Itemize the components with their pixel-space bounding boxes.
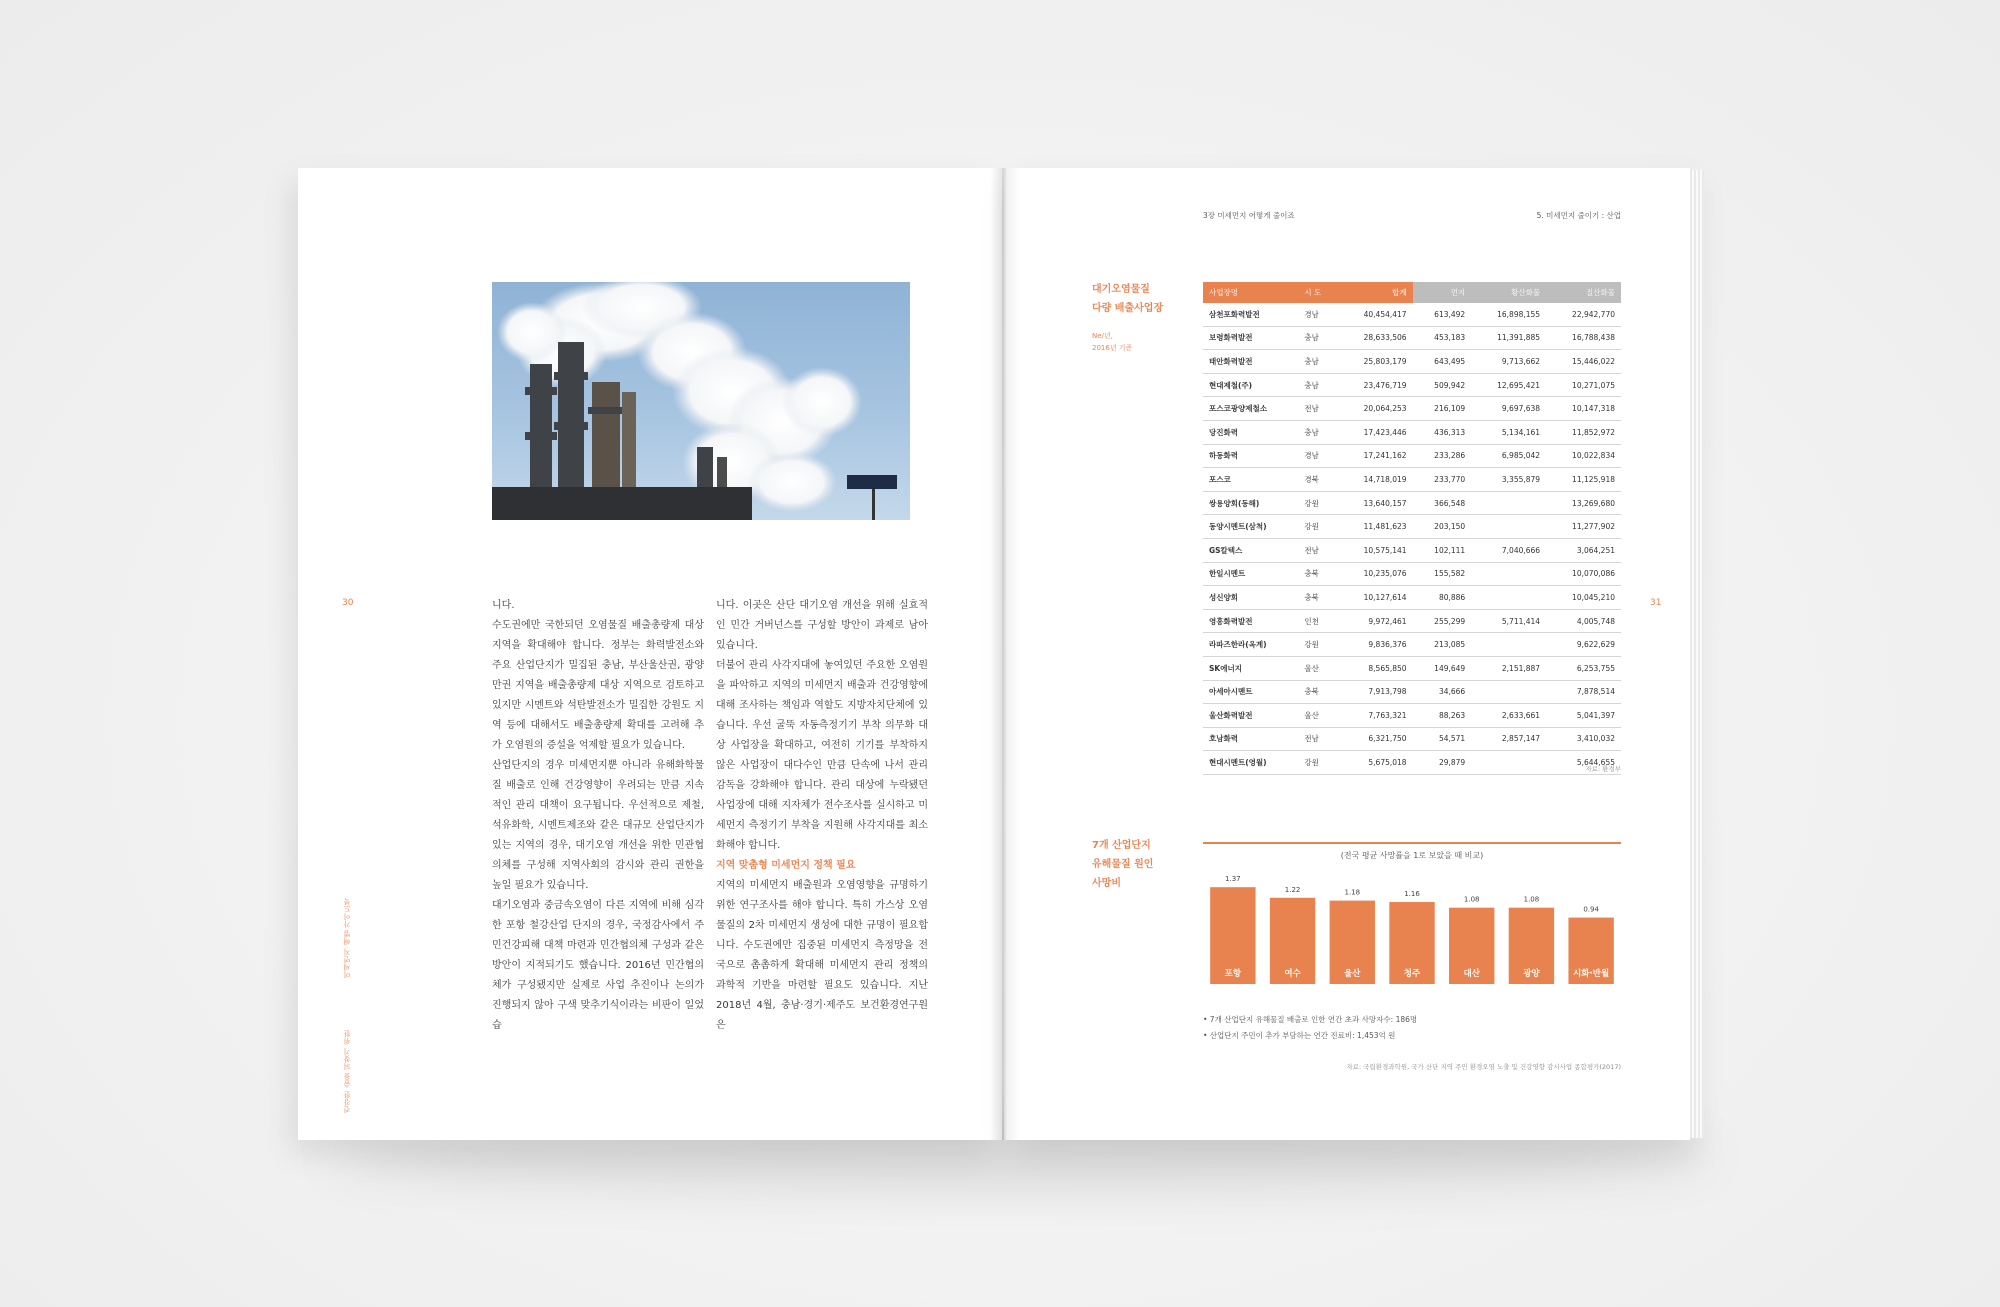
chart-label-line: 유해물질 원인 xyxy=(1092,859,1154,870)
table-cell: 11,125,918 xyxy=(1546,468,1621,492)
table-row xyxy=(1203,609,1621,633)
table-cell: 충남 xyxy=(1298,373,1337,397)
table-row xyxy=(1203,586,1621,610)
table-cell: 13,269,680 xyxy=(1546,491,1621,515)
table-label-line: 대기오염물질 xyxy=(1092,284,1150,295)
table-cell: 11,391,885 xyxy=(1471,326,1546,350)
table-cell: 203,150 xyxy=(1413,515,1472,539)
table-row xyxy=(1203,420,1621,444)
table-cell: 울산화력발전 xyxy=(1203,704,1298,728)
bar-value-label: 1.08 xyxy=(1523,895,1540,904)
bar-value-label: 1.16 xyxy=(1404,890,1420,899)
book-gutter xyxy=(990,168,1020,1140)
table-unit-line: Ne/년, xyxy=(1092,332,1113,340)
table-label-line: 다량 배출사업장 xyxy=(1092,303,1164,314)
table-cell: 509,942 xyxy=(1413,373,1472,397)
table-cell: 28,633,506 xyxy=(1338,326,1413,350)
table-cell: 10,147,318 xyxy=(1546,397,1621,421)
table-cell: 포스코 xyxy=(1203,468,1298,492)
table-row xyxy=(1203,751,1621,775)
table-row xyxy=(1203,373,1621,397)
section-subheading: 지역 맞춤형 미세먼지 정책 필요 xyxy=(716,860,856,871)
table-cell: 12,695,421 xyxy=(1471,373,1546,397)
chart-source: 자료: 국립환경과학원, 국가 산단 지역 주민 환경오염 노출 및 건강영향 감시사업 종합평가(2017) xyxy=(1346,1063,1621,1071)
table-cell: 9,622,629 xyxy=(1546,633,1621,657)
table-cell: 2,857,147 xyxy=(1471,727,1546,751)
table-cell: 포스코광양제철소 xyxy=(1203,397,1298,421)
bar-category-label: 포항 xyxy=(1224,969,1242,979)
table-row xyxy=(1203,444,1621,468)
table-cell: 22,942,770 xyxy=(1546,303,1621,326)
table-cell: 전남 xyxy=(1298,397,1337,421)
table-cell: 3,064,251 xyxy=(1546,538,1621,562)
page-edges xyxy=(1690,170,1704,1138)
table-cell: 7,913,798 xyxy=(1338,680,1413,704)
table-cell: 인천 xyxy=(1298,609,1337,633)
table-cell: 아세아시멘트 xyxy=(1203,680,1298,704)
body-column-2 xyxy=(716,596,928,1036)
table-row xyxy=(1203,303,1621,326)
table-cell: 8,565,850 xyxy=(1338,656,1413,680)
table-cell: 강원 xyxy=(1298,633,1337,657)
table-row xyxy=(1203,326,1621,350)
table-cell xyxy=(1471,751,1546,775)
table-row xyxy=(1203,656,1621,680)
chart-title: (전국 평균 사망률을 1로 보았을 때 비교) xyxy=(1340,851,1484,860)
table-cell xyxy=(1471,586,1546,610)
table-cell: GS칼텍스 xyxy=(1203,538,1298,562)
table-cell: 10,575,141 xyxy=(1338,538,1413,562)
table-cell: 충북 xyxy=(1298,680,1337,704)
table-cell: 당진화력 xyxy=(1203,420,1298,444)
paragraph: 니다. xyxy=(492,600,515,611)
table-cell: 울산 xyxy=(1298,656,1337,680)
table-cell: 17,241,162 xyxy=(1338,444,1413,468)
table-cell: 453,183 xyxy=(1413,326,1472,350)
table-cell xyxy=(1471,562,1546,586)
table-cell: 7,040,666 xyxy=(1471,538,1546,562)
col-header: 황산화물 xyxy=(1471,282,1546,303)
table-cell: 40,454,417 xyxy=(1338,303,1413,326)
table-row xyxy=(1203,633,1621,657)
table-cell: 613,492 xyxy=(1413,303,1472,326)
table-cell: 20,064,253 xyxy=(1338,397,1413,421)
table-cell: 10,070,086 xyxy=(1546,562,1621,586)
table-cell: 경남 xyxy=(1298,303,1337,326)
side-label-breath: 건강한 숨을 되찾기 위한 xyxy=(343,1029,351,1113)
table-cell: 5,041,397 xyxy=(1546,704,1621,728)
table-cell: 충남 xyxy=(1298,350,1337,374)
table-cell: 10,127,614 xyxy=(1338,586,1413,610)
chart-label-line: 사망비 xyxy=(1092,878,1121,889)
table-cell: 5,644,655 xyxy=(1546,751,1621,775)
table-cell xyxy=(1471,515,1546,539)
table-cell: 충북 xyxy=(1298,586,1337,610)
col-header: 사업장명 xyxy=(1203,282,1298,303)
table-cell: 155,582 xyxy=(1413,562,1472,586)
body-column-1 xyxy=(492,596,704,1036)
bar-value-label: 1.18 xyxy=(1344,888,1361,897)
table-cell: 11,852,972 xyxy=(1546,420,1621,444)
table-cell: 강원 xyxy=(1298,515,1337,539)
table-row xyxy=(1203,727,1621,751)
table-cell: 5,711,414 xyxy=(1471,609,1546,633)
side-label-guidebook: 미세먼지 해법 가이드북 xyxy=(343,897,351,978)
bar-category-label: 울산 xyxy=(1344,969,1361,979)
table-cell xyxy=(1471,491,1546,515)
table-cell: 전남 xyxy=(1298,538,1337,562)
bar-value-label: 1.37 xyxy=(1225,875,1241,884)
chart-top-rule xyxy=(1203,842,1621,844)
table-header-row xyxy=(1203,282,1621,303)
paragraph: 더불어 관리 사각지대에 놓여있던 주요한 오염원을 파악하고 지역의 미세먼지 배출과 건강영향에 대해 조사하는 책임과 역할도 지방자치단체에 있습니다. 우선 굴뚝 자동측정기기 부착 의무화 대상 사업장을 확대하고, 여전히 기기를 부착하지 않은 사업장이 대다수인 만큼 단속에 나서 관리감독을 강화해야 합니다. 관리 대상에 누락됐던 사업장에 대해 지자체가 전수조사를 실시하고 미세먼지 측정기기 부착을 지원해 사각지대를 최소화해야 합니다. xyxy=(716,660,928,851)
table-cell: 삼천포화력발전 xyxy=(1203,303,1298,326)
table-label xyxy=(1092,280,1163,318)
table-cell: 2,151,887 xyxy=(1471,656,1546,680)
table-cell: 233,286 xyxy=(1413,444,1472,468)
table-cell: 6,985,042 xyxy=(1471,444,1546,468)
table-cell: 영흥화력발전 xyxy=(1203,609,1298,633)
table-cell: 34,666 xyxy=(1413,680,1472,704)
bar-category-label: 시화·반월 xyxy=(1573,969,1610,979)
table-cell: 경남 xyxy=(1298,444,1337,468)
bar-value-label: 0.94 xyxy=(1583,905,1599,914)
table-cell: 라파즈한라(옥계) xyxy=(1203,633,1298,657)
table-cell: 17,423,446 xyxy=(1338,420,1413,444)
col-header: 먼지 xyxy=(1413,282,1472,303)
table-cell: 9,697,638 xyxy=(1471,397,1546,421)
table-row xyxy=(1203,350,1621,374)
table-cell: 14,718,019 xyxy=(1338,468,1413,492)
table-cell: 보령화력발전 xyxy=(1203,326,1298,350)
table-cell: 충북 xyxy=(1298,562,1337,586)
table-cell: 태안화력발전 xyxy=(1203,350,1298,374)
page-number-left: 30 xyxy=(342,598,354,608)
table-cell: 3,410,032 xyxy=(1546,727,1621,751)
chart-note: • 산업단지 주민이 추가 부담하는 연간 진료비: 1,453억 원 xyxy=(1203,1031,1396,1040)
table-cell: 29,879 xyxy=(1413,751,1472,775)
table-cell: 4,005,748 xyxy=(1546,609,1621,633)
table-unit xyxy=(1092,330,1132,354)
table-cell: 255,299 xyxy=(1413,609,1472,633)
table-source: 자료: 환경부 xyxy=(1585,765,1621,773)
table-cell: 전남 xyxy=(1298,727,1337,751)
table-cell: 213,085 xyxy=(1413,633,1472,657)
running-head-section: 5. 미세먼지 줄이기 : 산업 xyxy=(1536,211,1621,220)
table-cell: SK에너지 xyxy=(1203,656,1298,680)
table-cell: 7,763,321 xyxy=(1338,704,1413,728)
smokestack-illustration xyxy=(492,282,910,520)
chart-note: • 7개 산업단지 유해물질 배출로 인한 연간 초과 사망자수: 186명 xyxy=(1203,1015,1418,1024)
table-cell xyxy=(1471,680,1546,704)
table-cell: 233,770 xyxy=(1413,468,1472,492)
table-row xyxy=(1203,397,1621,421)
paragraph: 수도권에만 국한되던 오염물질 배출총량제 대상 지역을 확대해야 합니다. 정부는 화력발전소와 주요 산업단지가 밀집된 충남, 부산울산권, 광양만권 지역을 배출총량제 대상 지역으로 검토하고 있지만 시멘트와 석탄발전소가 밀집한 강원도 지역 등에 대해서도 배출총량제 확대를 고려해 추가 오염원의 증설을 억제할 필요가 있습니다. xyxy=(492,620,704,751)
table-cell: 한일시멘트 xyxy=(1203,562,1298,586)
table-cell: 6,321,750 xyxy=(1338,727,1413,751)
table-cell: 동양시멘트(삼척) xyxy=(1203,515,1298,539)
table-row xyxy=(1203,515,1621,539)
table-cell: 16,788,438 xyxy=(1546,326,1621,350)
table-cell: 호남화력 xyxy=(1203,727,1298,751)
table-cell: 88,263 xyxy=(1413,704,1472,728)
paragraph: 대기오염과 중금속오염이 다른 지역에 비해 심각한 포항 철강산업 단지의 경우, 국정감사에서 주민건강피해 대책 마련과 민간협의체 구성과 같은 방안이 지적되기도 했습니다. 2016년 민간협의체가 구성됐지만 실제로 사업 추진이나 논의가 진행되지 않아 구색 맞추기식이라는 비판이 일었습 xyxy=(492,900,704,1031)
table-cell: 5,134,161 xyxy=(1471,420,1546,444)
table-row xyxy=(1203,680,1621,704)
table-unit-line: 2016년 기준 xyxy=(1092,344,1133,352)
table-row xyxy=(1203,538,1621,562)
smokestack-photo xyxy=(492,282,910,520)
chart-label-line: 7개 산업단지 xyxy=(1092,840,1151,851)
table-cell: 5,675,018 xyxy=(1338,751,1413,775)
table-cell: 13,640,157 xyxy=(1338,491,1413,515)
left-page xyxy=(298,168,1002,1140)
table-row xyxy=(1203,562,1621,586)
table-cell: 10,271,075 xyxy=(1546,373,1621,397)
emissions-table xyxy=(1203,282,1621,775)
table-cell: 436,313 xyxy=(1413,420,1472,444)
table-cell: 216,109 xyxy=(1413,397,1472,421)
table-cell: 강원 xyxy=(1298,751,1337,775)
table-cell: 11,277,902 xyxy=(1546,515,1621,539)
table-cell: 현대시멘트(영월) xyxy=(1203,751,1298,775)
table-cell: 충남 xyxy=(1298,420,1337,444)
table-cell: 경북 xyxy=(1298,468,1337,492)
table-cell: 7,878,514 xyxy=(1546,680,1621,704)
right-page xyxy=(1004,168,1690,1140)
table-cell: 11,481,623 xyxy=(1338,515,1413,539)
col-header: 시 도 xyxy=(1298,282,1337,303)
table-cell: 10,045,210 xyxy=(1546,586,1621,610)
table-cell: 643,495 xyxy=(1413,350,1472,374)
paragraph: 니다. 이곳은 산단 대기오염 개선을 위해 실효적인 민간 거버넌스를 구성할 방안이 과제로 남아있습니다. xyxy=(716,600,928,651)
table-row xyxy=(1203,468,1621,492)
table-cell: 강원 xyxy=(1298,491,1337,515)
table-cell: 149,649 xyxy=(1413,656,1472,680)
table-cell: 366,548 xyxy=(1413,491,1472,515)
table-cell: 충남 xyxy=(1298,326,1337,350)
table-cell: 54,571 xyxy=(1413,727,1472,751)
table-row xyxy=(1203,491,1621,515)
table-cell: 15,446,022 xyxy=(1546,350,1621,374)
table-cell: 성신양회 xyxy=(1203,586,1298,610)
table-cell: 10,022,834 xyxy=(1546,444,1621,468)
table-cell: 16,898,155 xyxy=(1471,303,1546,326)
paragraph: 지역의 미세먼지 배출원과 오염영향을 규명하기 위한 연구조사를 해야 합니다. 특히 가스상 오염물질의 2차 미세먼지 생성에 대한 규명이 필요합니다. 수도권에만 집중된 미세먼지 측정망을 전국으로 촘촘하게 확대해 미세먼지 관리 정책의 과학적 기반을 마련할 필요도 있습니다. 지난 2018년 4월, 충남·경기·제주도 보건환경연구원은 xyxy=(716,880,928,1031)
table-cell: 2,633,661 xyxy=(1471,704,1546,728)
chart-label xyxy=(1092,836,1153,893)
col-header: 합계 xyxy=(1338,282,1413,303)
table-cell: 울산 xyxy=(1298,704,1337,728)
bar-category-label: 광양 xyxy=(1523,969,1540,979)
sign xyxy=(847,475,897,520)
table-cell xyxy=(1471,633,1546,657)
table-cell: 현대제철(주) xyxy=(1203,373,1298,397)
page-number-right: 31 xyxy=(1650,598,1662,608)
running-head-chapter: 3장 미세먼지 어떻게 줄이죠 xyxy=(1203,211,1295,220)
bar-value-label: 1.08 xyxy=(1463,895,1480,904)
table-cell: 쌍용양회(동해) xyxy=(1203,491,1298,515)
paragraph: 산업단지의 경우 미세먼지뿐 아니라 유해화학물질 배출로 인해 건강영향이 우려되는 만큼 지속적인 관리 대책이 요구됩니다. 우선적으로 제철, 석유화학, 시멘트제조와 같은 대규모 산업단지가 있는 지역의 경우, 대기오염 개선을 위한 민관협의체를 구성해 지역사회의 감시와 관리 권한을 높일 필요가 있습니다. xyxy=(492,760,704,891)
table-cell: 80,886 xyxy=(1413,586,1472,610)
table-cell: 9,713,662 xyxy=(1471,350,1546,374)
table-cell: 23,476,719 xyxy=(1338,373,1413,397)
table-cell: 25,803,179 xyxy=(1338,350,1413,374)
table-cell: 9,836,376 xyxy=(1338,633,1413,657)
bar-category-label: 대산 xyxy=(1463,969,1480,979)
table-cell: 하동화력 xyxy=(1203,444,1298,468)
table-cell: 102,111 xyxy=(1413,538,1472,562)
bar-category-label: 여수 xyxy=(1284,969,1301,979)
col-header: 질산화물 xyxy=(1546,282,1621,303)
table-cell: 3,355,879 xyxy=(1471,468,1546,492)
bar-value-label: 1.22 xyxy=(1284,885,1301,894)
table-row xyxy=(1203,704,1621,728)
table-cell: 9,972,461 xyxy=(1338,609,1413,633)
table-cell: 6,253,755 xyxy=(1546,656,1621,680)
table-cell: 10,235,076 xyxy=(1338,562,1413,586)
bar-category-label: 청주 xyxy=(1403,969,1421,979)
